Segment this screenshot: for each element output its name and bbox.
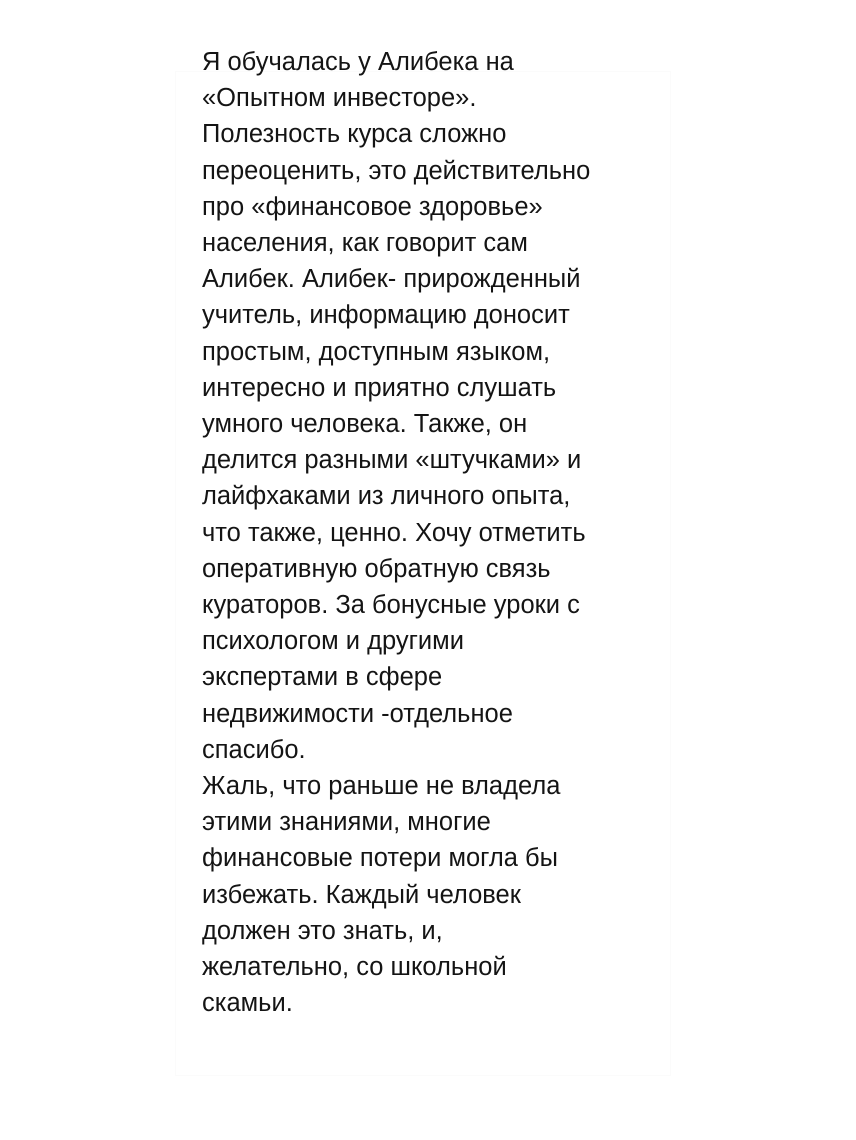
review-line-2: «Опытном инвесторе». [202,84,477,113]
review-line-24: избежать. Каждый человек [202,880,521,909]
review-line-5: про «финансовое здоровье» [202,192,543,221]
review-line-14: что также, ценно. Хочу отметить [202,518,586,547]
review-line-22: этими знаниями, многие [202,808,491,837]
review-text [202,44,672,1021]
review-line-10: интересно и приятно слушать [202,373,557,402]
review-line-9: простым, доступным языком, [202,337,551,366]
review-line-15: оперативную обратную связь [202,554,551,583]
review-line-4: переоценить, это действительно [202,156,591,185]
review-line-19: недвижимости -отдельное [202,699,513,728]
review-line-18: экспертами в сфере [202,663,443,692]
review-line-23: финансовые потери могла бы [202,844,558,873]
review-line-1: Я обучалась у Алибека на [202,48,514,76]
review-line-16: кураторов. За бонусные уроки с [202,591,580,620]
review-line-21: Жаль, что раньше не владела [202,772,561,801]
review-line-12: делится разными «штучками» и [202,446,582,475]
review-line-7: Алибек. Алибек- прирожденный [202,265,581,294]
review-message [176,48,670,1075]
review-line-6: населения, как говорит сам [202,229,528,258]
review-line-27: скамьи. [202,989,293,1018]
review-line-26: желательно, со школьной [202,953,507,982]
review-line-8: учитель, информацию доносит [202,301,570,330]
review-line-13: лайфхаками из личного опыта, [202,482,571,511]
review-line-11: умного человека. Также, он [202,410,528,439]
review-line-25: должен это знать, и, [202,916,443,945]
review-line-17: психологом и другими [202,627,464,656]
review-line-3: Полезность курса сложно [202,120,507,149]
review-line-20: спасибо. [202,735,306,764]
